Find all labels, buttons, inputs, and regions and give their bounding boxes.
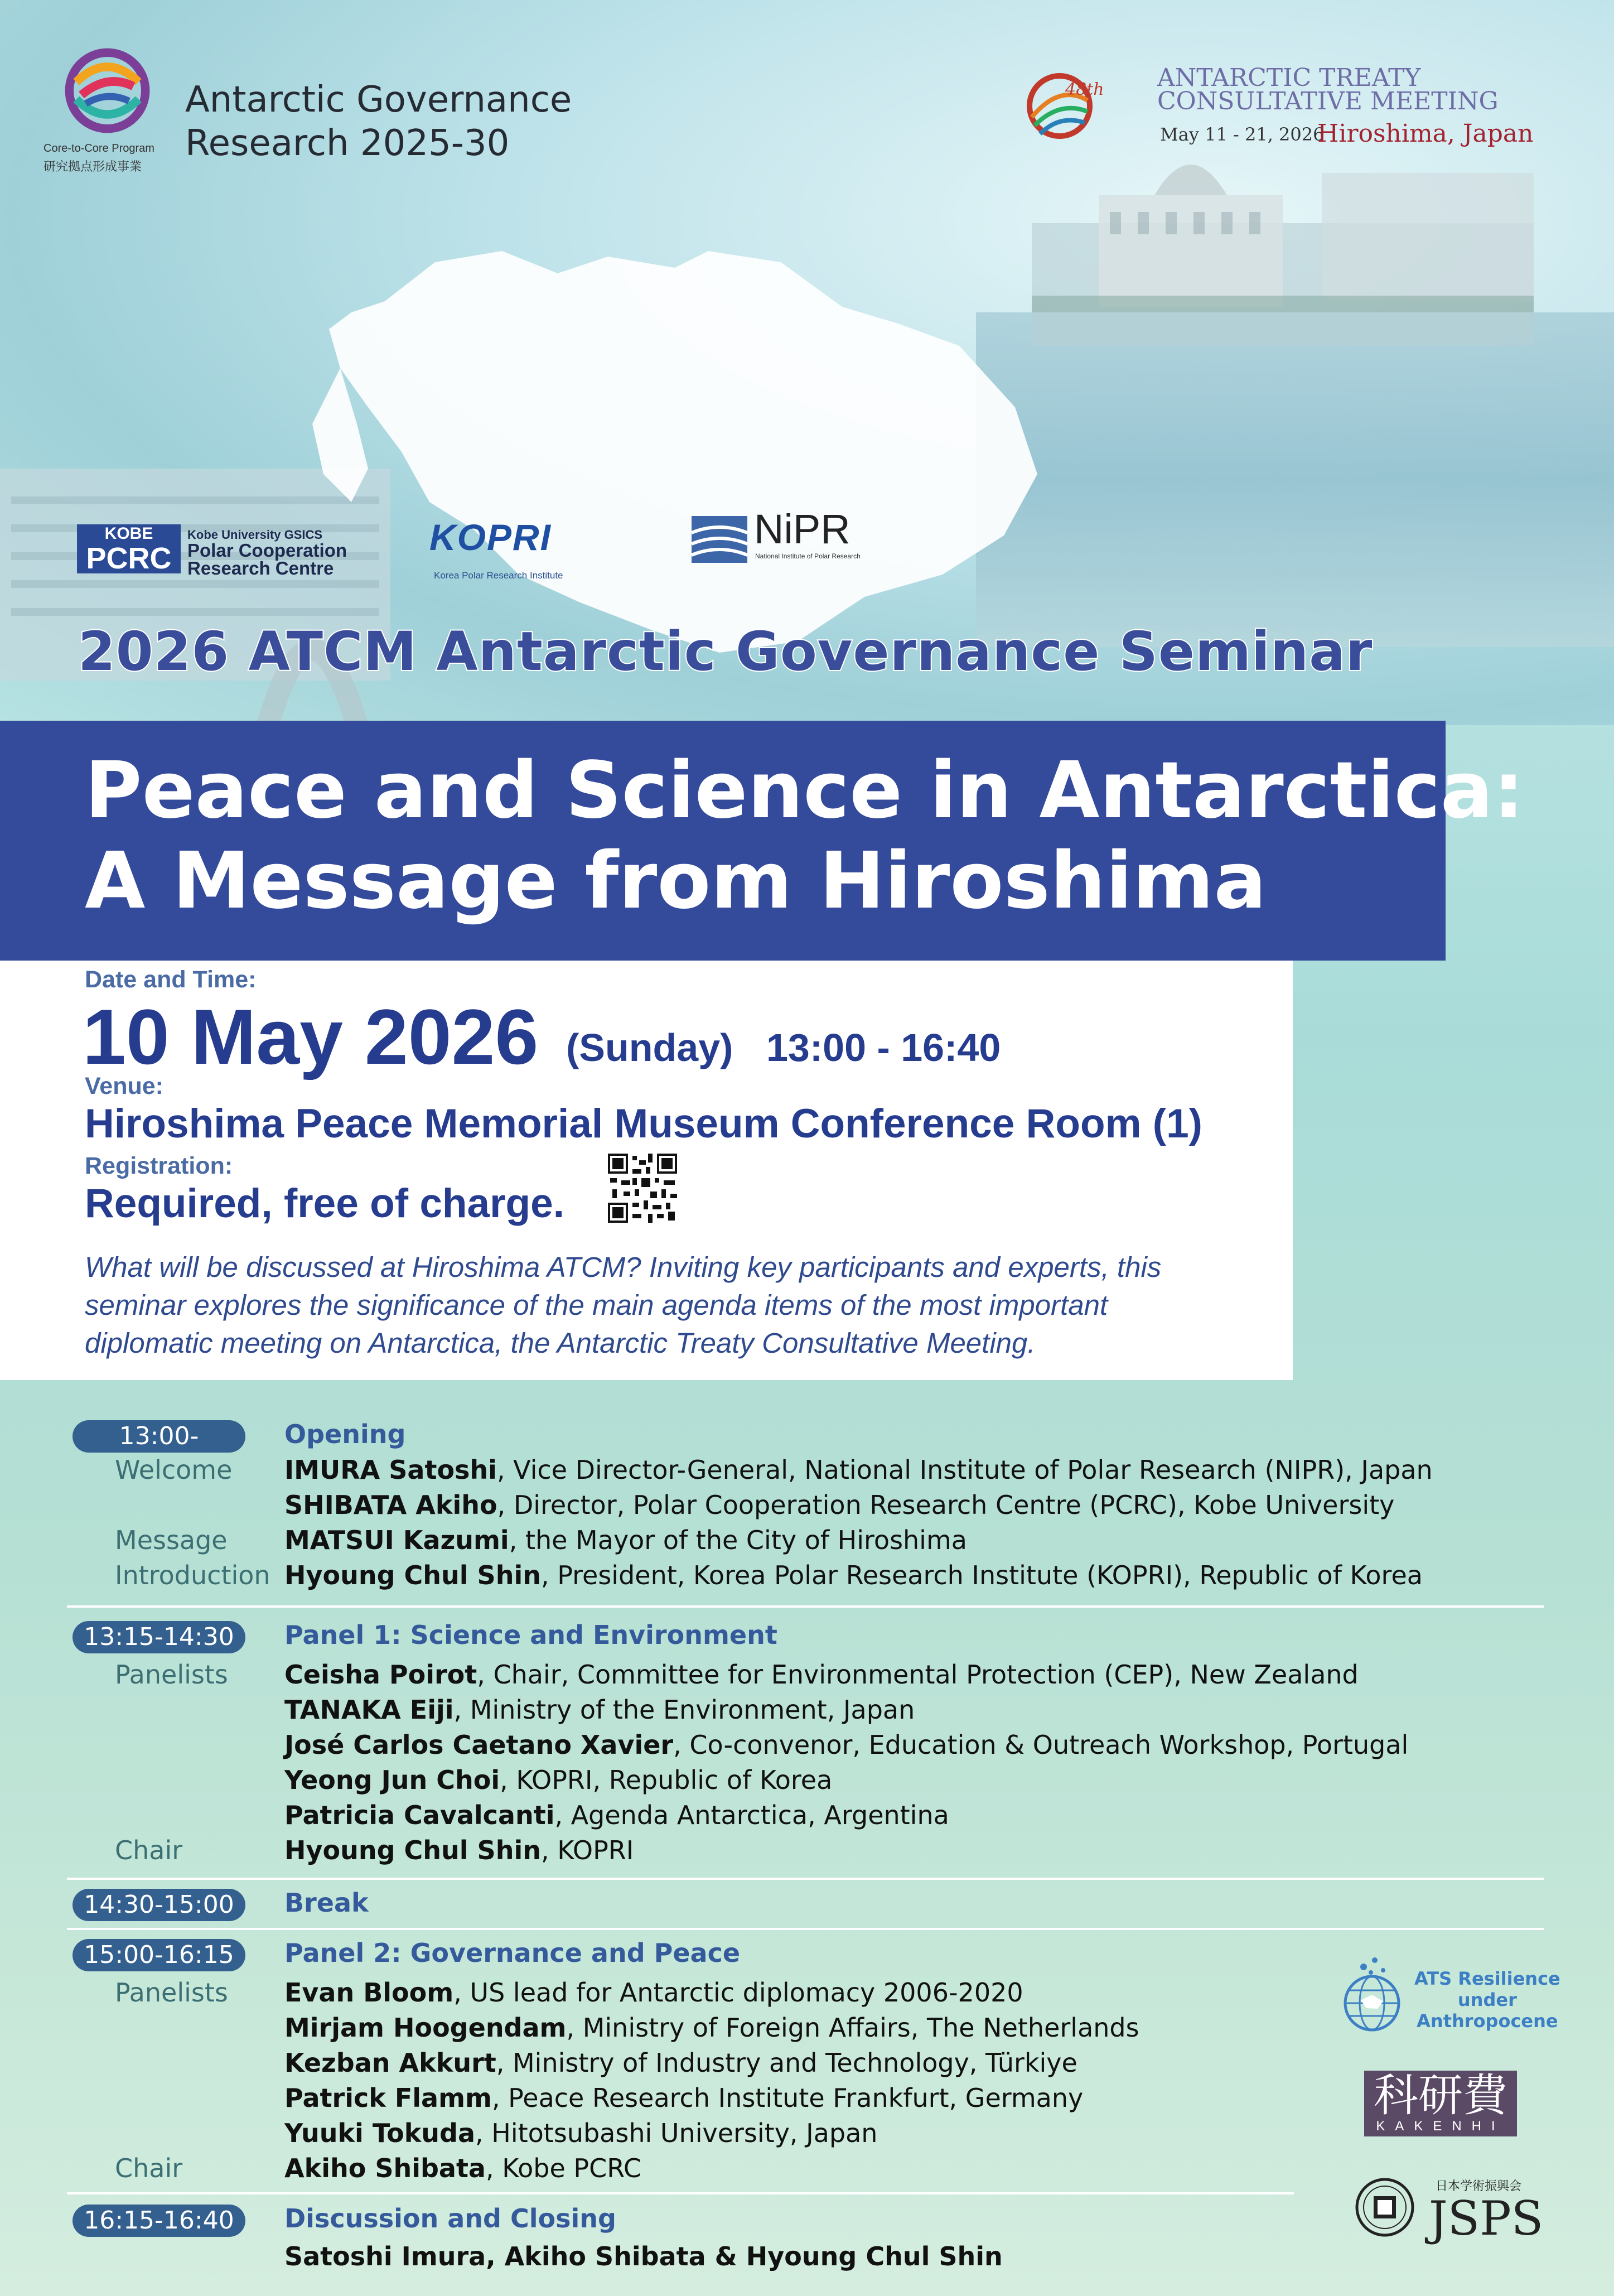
jsps-japanese-name: 日本学術振興会 bbox=[1436, 2179, 1522, 2193]
speaker-row bbox=[284, 1525, 967, 1555]
speaker-row bbox=[284, 1560, 1423, 1590]
speaker-affiliation: , Hitotsubashi University, Japan bbox=[475, 2118, 878, 2148]
speaker-affiliation: , US lead for Antarctic diplomacy 2006-2020 bbox=[453, 1977, 1023, 2008]
speaker-name: Yuuki Tokuda bbox=[284, 2118, 476, 2148]
ats-line1: ATS Resilience bbox=[1414, 1968, 1560, 1989]
speaker-row bbox=[284, 1730, 1408, 1760]
role-label: Panelists bbox=[115, 1977, 228, 2008]
speaker-affiliation: , Vice Director-General, National Institute of Polar Research (NIPR), Japan bbox=[496, 1455, 1433, 1485]
ats-line3: Anthropocene bbox=[1417, 2010, 1558, 2032]
role-label: Welcome bbox=[115, 1455, 233, 1485]
speaker-row bbox=[284, 1695, 915, 1725]
speaker-name: SHIBATA Akiho bbox=[284, 1490, 497, 1520]
session-time-badge: 14:30-15:00 bbox=[73, 1889, 245, 1921]
speaker-affiliation: , President, Korea Polar Research Institute (KOPRI), Republic of Korea bbox=[540, 1560, 1423, 1590]
nipr-logo: NiPR bbox=[754, 506, 851, 552]
speaker-affiliation: , Agenda Antarctica, Argentina bbox=[554, 1800, 949, 1830]
speaker-row bbox=[284, 1765, 832, 1795]
event-date: 10 May 2026 bbox=[83, 993, 539, 1081]
speaker-affiliation: , Chair, Committee for Environmental Protection (CEP), New Zealand bbox=[477, 1660, 1359, 1690]
session-title: Opening bbox=[284, 1419, 406, 1449]
speaker-row bbox=[284, 2048, 1077, 2078]
speaker-row bbox=[284, 2083, 1083, 2113]
kopri-subtitle: Korea Polar Research Institute bbox=[434, 570, 563, 581]
atcm-dates: May 11 - 21, 2026 bbox=[1160, 124, 1325, 145]
speaker-name: Hyoung Chul Shin bbox=[284, 1835, 541, 1865]
jsps-seal-icon bbox=[1354, 2177, 1415, 2238]
project-title-line1: Antarctic Governance bbox=[185, 79, 572, 120]
speaker-row bbox=[284, 1660, 1359, 1690]
project-title-line2: Research 2025-30 bbox=[185, 123, 510, 164]
venue-value: Hiroshima Peace Memorial Museum Conference Room (1) bbox=[85, 1101, 1202, 1146]
session-title: Discussion and Closing bbox=[284, 2203, 616, 2234]
atcm-place: Hiroshima, Japan bbox=[1317, 119, 1534, 148]
session-title: Break bbox=[284, 1888, 369, 1918]
speaker-affiliation: , Kobe PCRC bbox=[485, 2153, 642, 2183]
event-day: (Sunday) bbox=[566, 1026, 733, 1069]
ats-line2: under bbox=[1457, 1989, 1517, 2010]
seminar-series-title: 2026 ATCM Antarctic Governance Seminar bbox=[78, 620, 1373, 683]
speaker-row bbox=[284, 2118, 877, 2148]
registration-qr-code[interactable] bbox=[606, 1151, 679, 1225]
antarctica-map-image bbox=[318, 240, 1054, 664]
atcm-number: 48th bbox=[1065, 80, 1104, 99]
core-to-core-logo bbox=[64, 47, 151, 134]
globe-icon bbox=[1338, 1950, 1405, 2034]
kopri-logo: KOPRI bbox=[429, 517, 552, 558]
event-time: 13:00 - 16:40 bbox=[766, 1026, 1001, 1069]
role-label: Message bbox=[115, 1525, 228, 1555]
pcrc-logo-kobe: KOBE bbox=[104, 524, 153, 543]
speaker-row: Satoshi Imura, Akiho Shibata & Hyoung Chul Shin bbox=[284, 2241, 1003, 2271]
role-label: Chair bbox=[115, 1835, 183, 1865]
speaker-affiliation: , the Mayor of the City of Hiroshima bbox=[509, 1525, 967, 1555]
speaker-affiliation: , Peace Research Institute Frankfurt, Germany bbox=[491, 2083, 1084, 2113]
kakenhi-logo-kanji: 科研費 bbox=[1374, 2070, 1507, 2121]
speaker-name: Patrick Flamm bbox=[284, 2083, 492, 2113]
description-line1: What will be discussed at Hiroshima ATCM? Inviting key participants and experts, this bbox=[85, 1251, 1162, 1283]
speaker-row bbox=[284, 1455, 1433, 1485]
speaker-name: Yeong Jun Choi bbox=[284, 1765, 500, 1795]
speaker-row bbox=[284, 1835, 634, 1865]
description-line3: diplomatic meeting on Antarctica, the Antarctic Treaty Consultative Meeting. bbox=[85, 1327, 1036, 1359]
project-title bbox=[185, 78, 572, 165]
session-title: Panel 1: Science and Environment bbox=[284, 1620, 777, 1650]
speaker-row bbox=[284, 1977, 1023, 2008]
speaker-name: Akiho Shibata bbox=[284, 2153, 486, 2183]
background-river bbox=[976, 312, 1614, 647]
program-name-jp: 研究拠点形成事業 bbox=[44, 160, 142, 174]
speaker-name: TANAKA Eiji bbox=[284, 1695, 454, 1725]
speaker-name: Ceisha Poirot bbox=[284, 1660, 477, 1690]
session-time-badge: 15:00-16:15 bbox=[73, 1939, 245, 1971]
speaker-name: Evan Bloom bbox=[284, 1977, 454, 2008]
kakenhi-logo-roman: KAKENHI bbox=[1376, 2119, 1505, 2134]
speaker-name: Kezban Akkurt bbox=[284, 2048, 496, 2078]
role-label: Chair bbox=[115, 2153, 183, 2183]
role-label: Introduction bbox=[115, 1560, 270, 1590]
atcm-title-line2: CONSULTATIVE MEETING bbox=[1157, 87, 1499, 115]
speaker-affiliation: , KOPRI, Republic of Korea bbox=[500, 1765, 833, 1795]
speaker-row bbox=[284, 2013, 1139, 2043]
pcrc-name-line3: Research Centre bbox=[187, 558, 334, 578]
section-divider bbox=[67, 1928, 1544, 1930]
speaker-name: Hyoung Chul Shin bbox=[284, 1560, 541, 1590]
role-label: Panelists bbox=[115, 1660, 228, 1690]
session-time-badge: 13:00- bbox=[73, 1420, 245, 1453]
speaker-affiliation: , Ministry of Industry and Technology, Türkiye bbox=[496, 2048, 1077, 2078]
ats-resilience-logo-text bbox=[1414, 1968, 1560, 2032]
speaker-name: IMURA Satoshi bbox=[284, 1455, 497, 1485]
session-time-badge: 16:15-16:40 bbox=[73, 2205, 245, 2237]
pcrc-name-line2: Polar Cooperation bbox=[187, 540, 347, 561]
jsps-logo: JSPS bbox=[1429, 2191, 1544, 2246]
speaker-name: Mirjam Hoogendam bbox=[284, 2013, 567, 2043]
speaker-affiliation: , Director, Polar Cooperation Research Centre (PCRC), Kobe University bbox=[497, 1490, 1395, 1520]
event-description bbox=[85, 1248, 1267, 1362]
section-divider bbox=[67, 2192, 1294, 2194]
session-title: Panel 2: Governance and Peace bbox=[284, 1938, 741, 1968]
main-title-line1: Peace and Science in Antarctica: bbox=[85, 745, 1525, 836]
description-line2: seminar explores the significance of the main agenda items of the most important bbox=[85, 1289, 1108, 1321]
speaker-name: MATSUI Kazumi bbox=[284, 1525, 509, 1555]
atcm-crane-logo bbox=[1026, 61, 1104, 151]
nipr-emblem-icon bbox=[692, 516, 747, 563]
speaker-name: José Carlos Caetano Xavier bbox=[284, 1730, 674, 1760]
atcm-title-line1: ANTARCTIC TREATY bbox=[1157, 64, 1421, 92]
speaker-affiliation: , Co-convenor, Education & Outreach Workshop, Portugal bbox=[673, 1730, 1409, 1760]
session-time-badge: 13:15-14:30 bbox=[73, 1621, 245, 1653]
venue-label: Venue: bbox=[85, 1073, 163, 1099]
speaker-affiliation: , Ministry of the Environment, Japan bbox=[453, 1695, 915, 1725]
registration-value: Required, free of charge. bbox=[85, 1181, 564, 1226]
speaker-name: Patricia Cavalcanti bbox=[284, 1800, 555, 1830]
speaker-affiliation: , KOPRI bbox=[540, 1835, 634, 1865]
section-divider bbox=[67, 1878, 1544, 1880]
main-title-line2: A Message from Hiroshima bbox=[85, 836, 1267, 927]
speaker-affiliation: , Ministry of Foreign Affairs, The Netherlands bbox=[566, 2013, 1139, 2043]
section-divider bbox=[67, 1605, 1544, 1608]
speaker-row bbox=[284, 1490, 1394, 1520]
registration-label: Registration: bbox=[85, 1152, 233, 1179]
speaker-row bbox=[284, 1800, 949, 1830]
speaker-row bbox=[284, 2153, 641, 2183]
pcrc-name-line1: Kobe University GSICS bbox=[187, 528, 323, 542]
pcrc-logo-abbr: PCRC bbox=[86, 542, 172, 575]
nipr-subtitle: National Institute of Polar Research bbox=[755, 552, 861, 560]
date-label: Date and Time: bbox=[85, 966, 257, 993]
program-name-en: Core-to-Core Program bbox=[44, 142, 154, 155]
